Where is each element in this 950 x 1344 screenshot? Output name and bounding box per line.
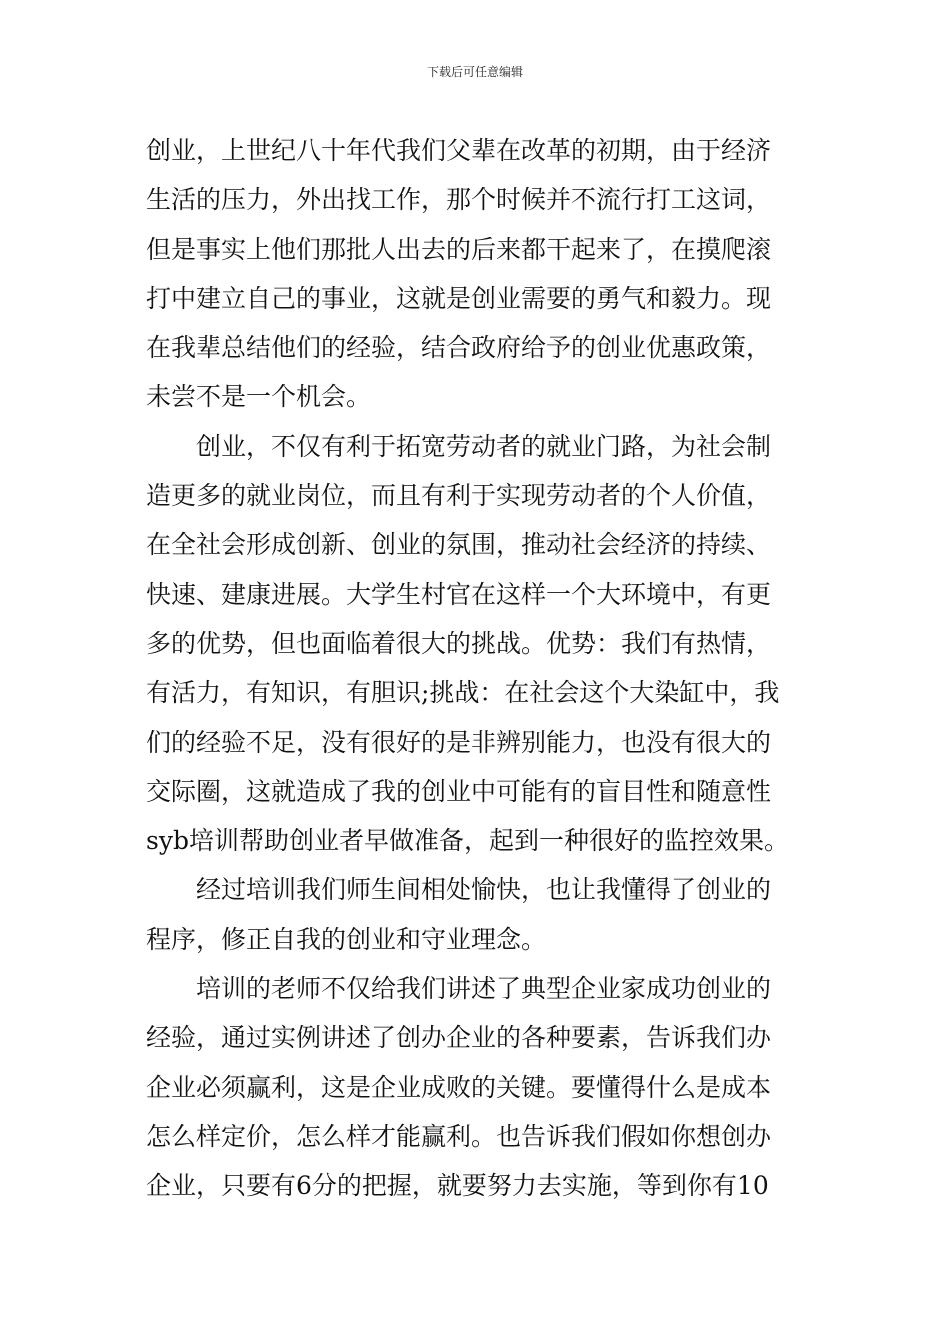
paragraph-1 [146, 126, 810, 422]
paragraph-3 [146, 865, 810, 964]
text-line: 生活的压力，外出找工作，那个时候并不流行打工这词， [146, 185, 772, 215]
text-line: 在全社会形成创新、创业的氛围，推动社会经济的持续、 [146, 530, 772, 560]
text-line: 创业，上世纪八十年代我们父辈在改革的初期，由于经济 [146, 136, 772, 165]
text-line: 企业必须赢利，这是企业成败的关键。要懂得什么是成本 [146, 1072, 772, 1102]
text-line: 在我辈总结他们的经验，结合政府给予的创业优惠政策， [146, 333, 772, 363]
text-line: 未尝不是一个机会。 [146, 382, 372, 412]
text-line: 快速、建康进展。大学生村官在这样一个大环境中，有更 [146, 579, 772, 609]
text-line: 创业，不仅有利于拓宽劳动者的就业门路，为社会制 [196, 431, 772, 461]
text-line: syb培训帮助创业者早做准备，起到一种很好的监控效果。 [146, 826, 789, 856]
text-line: 打中建立自己的事业，这就是创业需要的勇气和毅力。现 [146, 283, 772, 313]
paragraph-4 [146, 964, 810, 1210]
text-line: 们的经验不足，没有很好的是非辨别能力，也没有很大的 [146, 727, 772, 757]
text-line: 交际圈，这就造成了我的创业中可能有的盲目性和随意性 [146, 776, 772, 806]
text-line: 造更多的就业岗位，而且有利于实现劳动者的个人价值， [146, 481, 772, 511]
text-line: 经验，通过实例讲述了创办企业的各种要素，告诉我们办 [146, 1023, 772, 1053]
page-header: 下载后可任意编辑 [426, 65, 523, 79]
text-line: 有活力，有知识，有胆识;挑战：在社会这个大染缸中，我 [146, 678, 780, 708]
text-line: 多的优势，但也面临着很大的挑战。优势：我们有热情， [146, 628, 772, 658]
text-line: 经过培训我们师生间相处愉快，也让我懂得了创业的 [196, 875, 772, 905]
text-line: 培训的老师不仅给我们讲述了典型企业家成功创业的 [196, 974, 772, 1004]
text-line: 但是事实上他们那批人出去的后来都干起来了，在摸爬滚 [146, 234, 772, 264]
text-line: 怎么样定价，怎么样才能赢利。也告诉我们假如你想创办 [146, 1121, 772, 1151]
text-line: 程序，修正自我的创业和守业理念。 [146, 924, 547, 954]
text-line: 企业，只要有6分的把握，就要努力去实施，等到你有10 [146, 1171, 769, 1201]
paragraph-2 [146, 422, 810, 866]
document-body [146, 126, 810, 1211]
